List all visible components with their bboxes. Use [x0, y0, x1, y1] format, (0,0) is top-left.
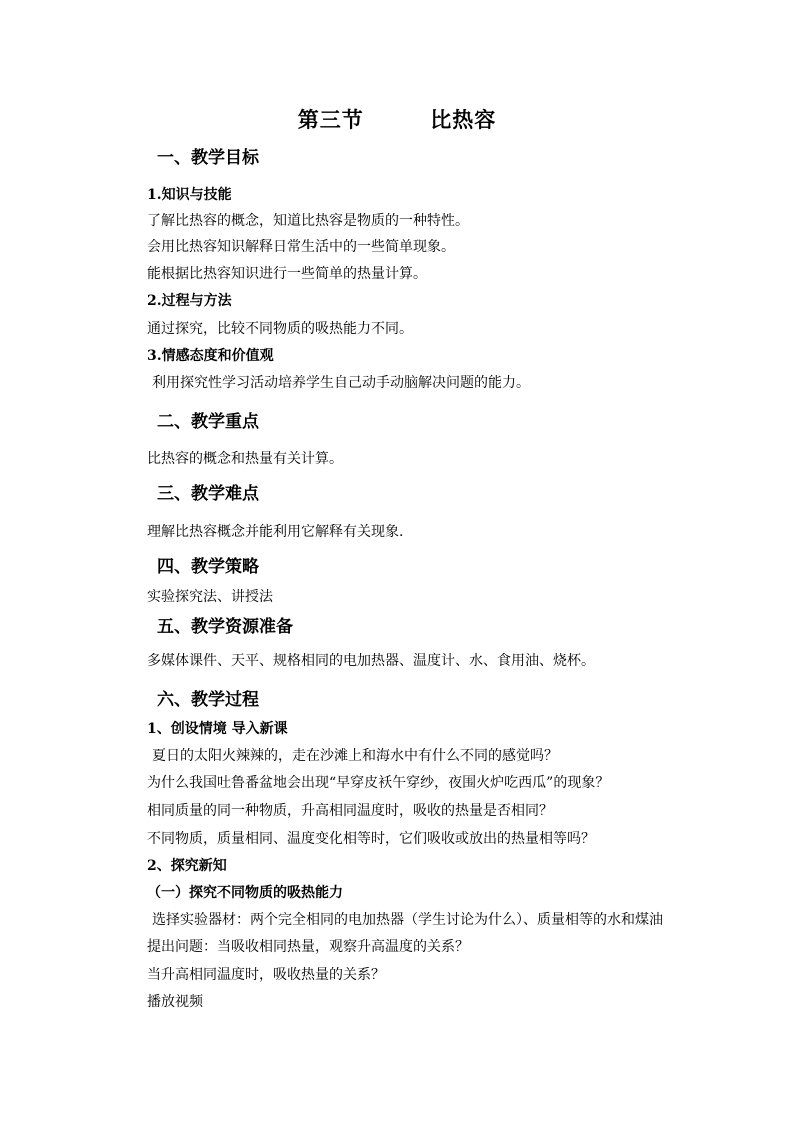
section-heading-difficulties: 三、教学难点	[157, 484, 259, 504]
paragraph-line: 多媒体课件、天平、规格相同的电加热器、温度计、水、食用油、烧杯。	[147, 653, 595, 669]
paragraph-line: 不同物质，质量相同、温度变化相等时，它们吸收或放出的热量相等吗？	[147, 831, 595, 847]
section-heading-process: 六、教学过程	[157, 690, 259, 710]
paragraph-line: 比热容的概念和热量有关计算。	[147, 451, 343, 467]
paragraph-line: 能根据比热容知识进行一些简单的热量计算。	[147, 266, 427, 282]
document-title: 第三节 比热容	[297, 107, 497, 132]
paragraph-line: 理解比热容概念并能利用它解释有关现象.	[147, 524, 404, 540]
subheading-process-method: 2.过程与方法	[147, 293, 232, 309]
subheading-explore-part1: （一）探究不同物质的吸热能力	[147, 885, 343, 901]
subheading-intro: 1、创设情境 导入新课	[147, 721, 288, 737]
paragraph-line: 夏日的太阳火辣辣的，走在沙滩上和海水中有什么不同的感觉吗？	[152, 748, 558, 764]
paragraph-line: 会用比热容知识解释日常生活中的一些简单现象。	[147, 239, 455, 255]
paragraph-line: 播放视频	[147, 994, 203, 1010]
section-heading-key-points: 二、教学重点	[157, 412, 259, 432]
paragraph-line: 实验探究法、讲授法	[147, 589, 273, 605]
section-heading-resources: 五、教学资源准备	[157, 617, 293, 637]
paragraph-line: 利用探究性学习活动培养学生自己动手动脑解决问题的能力。	[152, 375, 530, 391]
paragraph-line: 为什么我国吐鲁番盆地会出现“早穿皮袄午穿纱，夜围火炉吃西瓜”的现象？	[147, 775, 610, 791]
section-heading-objectives: 一、教学目标	[157, 148, 259, 168]
subheading-attitude-values: 3.情感态度和价值观	[147, 348, 274, 364]
paragraph-line: 提出问题：当吸收相同热量，观察升高温度的关系？	[147, 939, 469, 955]
paragraph-line: 选择实验器材：两个完全相同的电加热器（学生讨论为什么）、质量相等的水和煤油	[152, 912, 663, 928]
paragraph-line: 通过探究，比较不同物质的吸热能力不同。	[147, 321, 413, 337]
section-heading-strategy: 四、教学策略	[157, 557, 259, 577]
paragraph-line: 相同质量的同一种物质，升高相同温度时，吸收的热量是否相同？	[147, 803, 553, 819]
subheading-explore: 2、探究新知	[147, 858, 227, 874]
paragraph-line: 当升高相同温度时，吸收热量的关系？	[147, 967, 385, 983]
paragraph-line: 了解比热容的概念，知道比热容是物质的一种特性。	[147, 213, 469, 229]
subheading-knowledge-skills: 1.知识与技能	[147, 187, 232, 203]
